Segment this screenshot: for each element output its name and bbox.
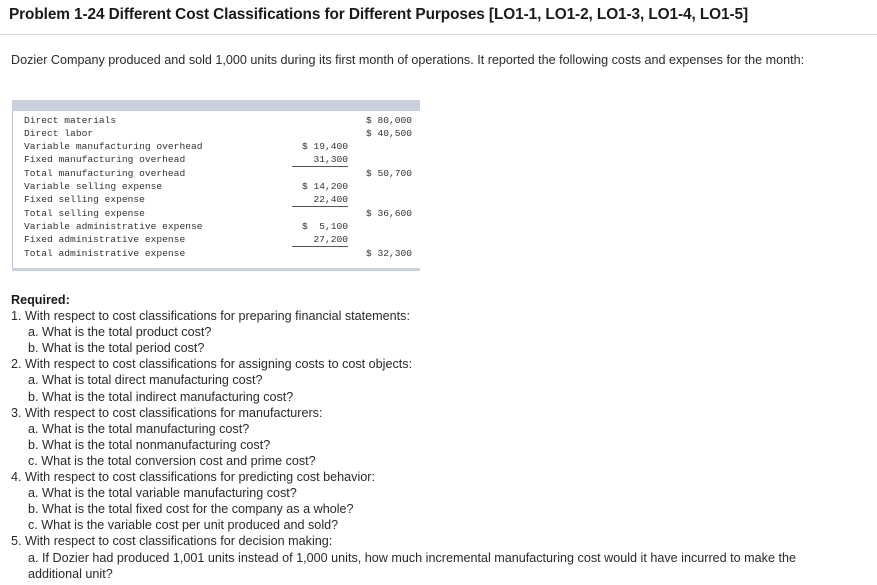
table-row: [12, 127, 420, 140]
table-row: [12, 220, 420, 233]
row-component-value: 22,400: [292, 193, 348, 207]
row-total-value: $ 50,700: [365, 168, 412, 179]
row-label: Total selling expense: [24, 208, 145, 219]
problem-intro: Dozier Company produced and sold 1,000 units during its first month of operations. It reported the following costs and expenses for the month:: [11, 53, 805, 67]
question-1: 1. With respect to cost classifications for preparing financial statements:: [11, 309, 410, 324]
question-1b: b. What is the total period cost?: [28, 341, 205, 356]
question-1a: a. What is the total product cost?: [28, 325, 212, 340]
row-total-value: $ 36,600: [365, 208, 412, 219]
table-row: [12, 180, 420, 193]
row-label: Total administrative expense: [24, 248, 186, 259]
row-component-value: 27,200: [292, 233, 348, 247]
table-row: [12, 140, 420, 153]
required-section: [11, 292, 871, 582]
row-label: Direct materials: [24, 115, 117, 126]
question-4: 4. With respect to cost classifications for predicting cost behavior:: [11, 470, 375, 485]
question-4a: a. What is the total variable manufacturing cost?: [28, 486, 297, 501]
row-total-value: $ 80,000: [365, 115, 412, 126]
table-row: [12, 153, 420, 166]
row-label: Fixed selling expense: [24, 194, 145, 205]
row-label: Variable manufacturing overhead: [24, 141, 203, 152]
table-bottom-border: [12, 268, 420, 271]
question-3: 3. With respect to cost classifications for manufacturers:: [11, 405, 323, 420]
question-2a: a. What is total direct manufacturing cost?: [28, 373, 263, 388]
question-3a: a. What is the total manufacturing cost?: [28, 421, 250, 436]
table-header-band: [12, 100, 420, 111]
row-label: Fixed administrative expense: [24, 234, 186, 245]
row-label: Fixed manufacturing overhead: [24, 154, 186, 165]
row-component-value: $ 19,400: [301, 141, 348, 152]
row-component-value: 31,300: [292, 153, 348, 167]
row-total-value: $ 32,300: [365, 248, 412, 259]
question-2: 2. With respect to cost classifications for assigning costs to cost objects:: [11, 357, 413, 372]
question-5a: a. If Dozier had produced 1,001 units instead of 1,000 units, how much incremental manufacturing cost would it have incurred to make the additional unit?: [28, 550, 796, 581]
row-label: Total manufacturing overhead: [24, 168, 186, 179]
question-4c: c. What is the variable cost per unit produced and sold?: [28, 518, 339, 533]
question-2b: b. What is the total indirect manufacturing cost?: [28, 389, 294, 404]
title-divider: [0, 34, 877, 35]
row-label: Variable selling expense: [24, 181, 163, 192]
row-label: Direct labor: [24, 128, 94, 139]
table-row: [12, 207, 420, 220]
row-component-value: $ 5,100: [301, 221, 348, 232]
table-row: [12, 114, 420, 127]
row-label: Variable administrative expense: [24, 221, 203, 232]
table-row: [12, 233, 420, 246]
question-5: 5. With respect to cost classifications for decision making:: [11, 534, 333, 549]
question-3c: c. What is the total conversion cost and prime cost?: [28, 453, 316, 468]
cost-table: [12, 100, 420, 271]
table-row: [12, 167, 420, 180]
problem-title: Problem 1-24 Different Cost Classifications for Different Purposes [LO1-1, LO1-2, LO1-3, LO1-4, LO1-5]: [9, 6, 748, 23]
row-total-value: $ 40,500: [365, 128, 412, 139]
question-4b: b. What is the total fixed cost for the company as a whole?: [28, 502, 354, 517]
required-heading: Required:: [11, 293, 70, 307]
question-3b: b. What is the total nonmanufacturing cost?: [28, 437, 271, 452]
table-row: [12, 193, 420, 206]
table-row: [12, 247, 420, 260]
row-component-value: $ 14,200: [301, 181, 348, 192]
